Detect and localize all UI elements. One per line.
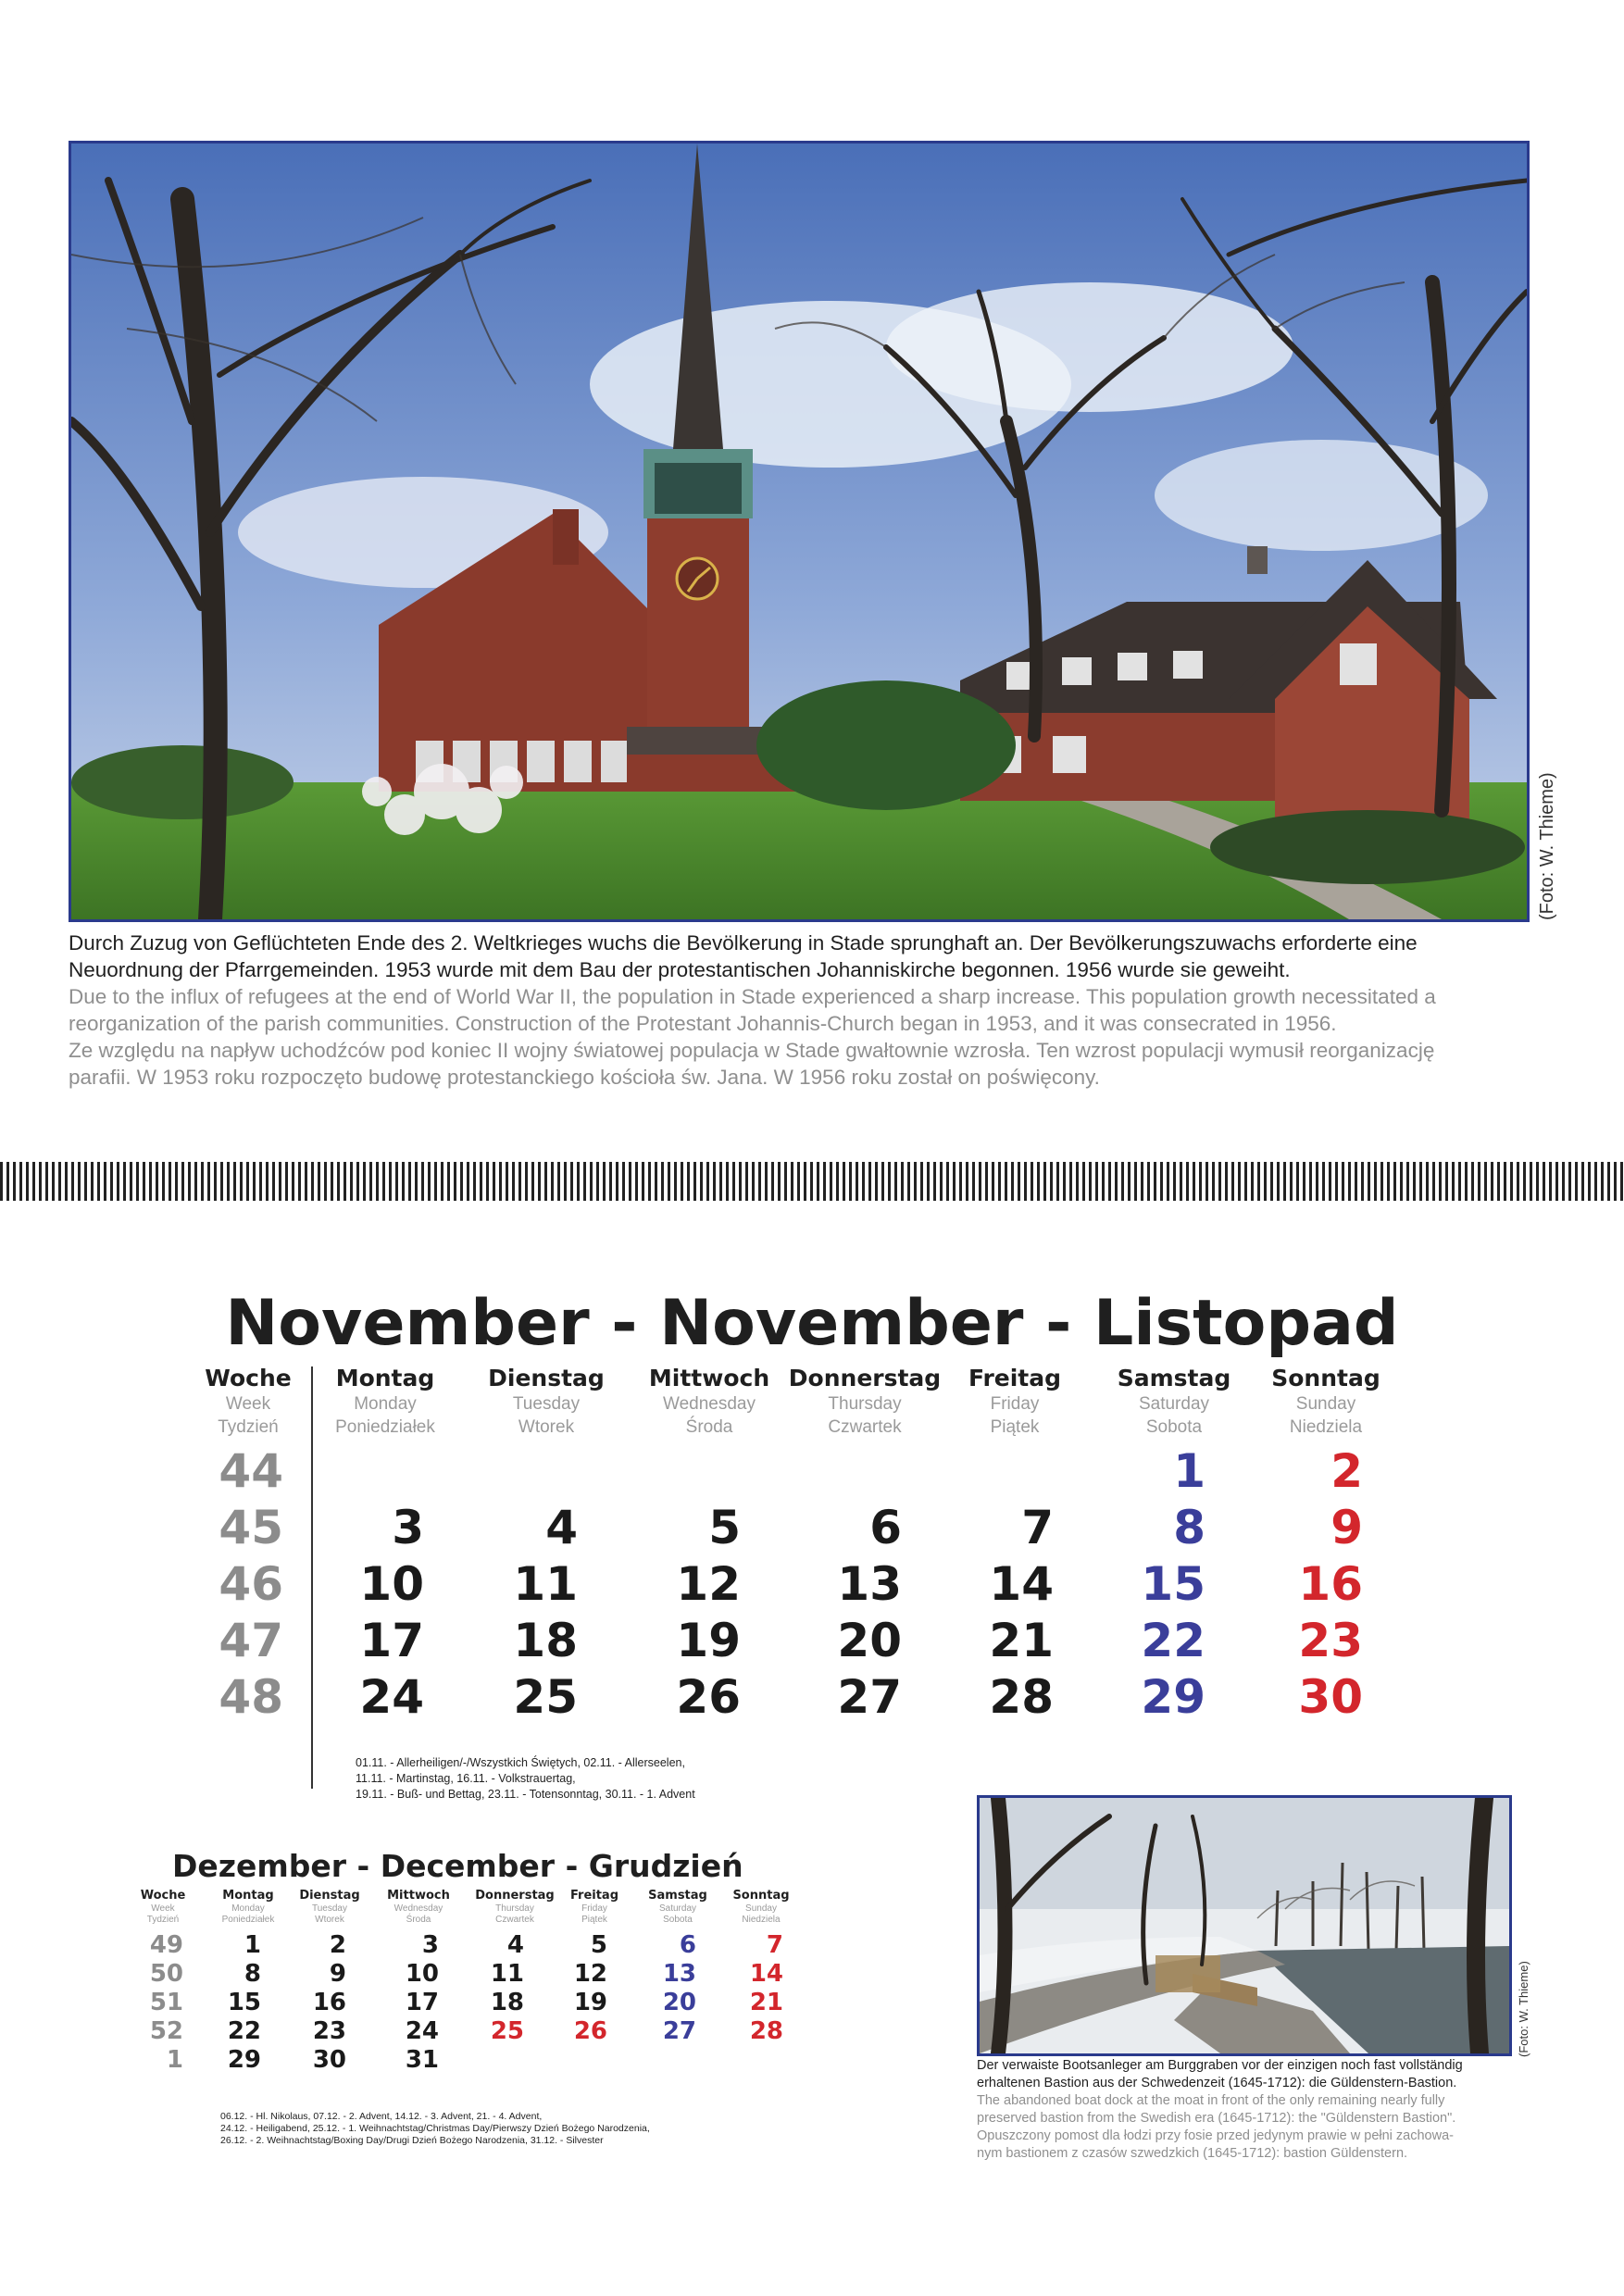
week-number: 49 (149, 1931, 183, 1959)
day-name-polish: Wtorek (518, 1417, 575, 1437)
day-number: 7 (766, 1931, 783, 1959)
day-name-polish: Poniedziałek (221, 1915, 275, 1925)
day-name-polish: Sobota (1145, 1417, 1203, 1437)
day-name-german: Woche (205, 1365, 292, 1391)
week-number: 46 (219, 1557, 283, 1611)
week-number: 1 (166, 2046, 183, 2074)
day-number: 23 (1298, 1614, 1363, 1667)
day-number: 25 (513, 1670, 578, 1724)
bottom-caption-english-line-2: preserved bastion from the Swedish era (1645-1712): the "Güldenstern Bastion". (977, 2111, 1456, 2126)
caption-english-line-2: reorganization of the parish communities. Construction of the Protestant Johannis-Church began in 1953, and it was consecrated in 1956. (69, 1012, 1337, 1035)
day-number: 8 (244, 1960, 261, 1988)
day-number: 29 (227, 2046, 261, 2074)
december-note-line: 24.12. - Heiligabend, 25.12. - 1. Weihnachtstag/Christmas Day/Pierwszy Dzień Bożego Narodzenia, (220, 2123, 650, 2134)
week-number: 47 (219, 1614, 283, 1667)
day-number: 20 (662, 1989, 696, 2016)
day-name-polish: Sobota (663, 1915, 693, 1925)
day-name-english: Saturday (658, 1903, 697, 1914)
day-name-german: Woche (140, 1889, 186, 1903)
church-photo (69, 141, 1530, 922)
day-number: 13 (662, 1960, 696, 1988)
day-number: 31 (405, 2046, 439, 2074)
day-number: 29 (1141, 1670, 1206, 1724)
day-name-german: Mittwoch (387, 1889, 450, 1903)
day-name-english: Week (151, 1903, 175, 1914)
day-number: 17 (405, 1989, 439, 2016)
day-name-german: Sonntag (1271, 1365, 1380, 1391)
bottom-caption-english-line-1: The abandoned boat dock at the moat in front of the only remaining nearly fully (977, 2093, 1445, 2108)
day-name-german: Freitag (968, 1365, 1062, 1391)
bottom-caption-german-line-1: Der verwaiste Bootsanleger am Burggraben vor der einzigen noch fast vollständig (977, 2058, 1463, 2073)
day-header (931, 1365, 1098, 1439)
day-name-polish: Niedziela (742, 1915, 781, 1925)
november-note-line: 19.11. - Buß- und Bettag, 23.11. - Totensonntag, 30.11. - 1. Advent (356, 1788, 695, 1801)
day-name-german: Samstag (1117, 1365, 1231, 1391)
day-name-english: Monday (231, 1903, 265, 1914)
day-name-english: Sunday (1295, 1394, 1356, 1414)
day-number: 19 (676, 1614, 741, 1667)
day-number: 26 (573, 2017, 607, 2045)
day-name-english: Thursday (495, 1903, 534, 1914)
week-number: 52 (149, 2017, 183, 2045)
bottom-photo-credit: (Foto: W. Thieme) (1517, 1961, 1530, 2057)
day-name-english: Tuesday (312, 1903, 347, 1914)
day-number: 9 (329, 1960, 346, 1988)
week-number: 48 (219, 1670, 283, 1724)
day-number: 10 (359, 1557, 424, 1611)
caption-german-line-2: Neuordnung der Pfarrgemeinden. 1953 wurde mit dem Bau der protestantischen Johanniskirche begonnen. 1956 wurde sie geweiht. (69, 958, 1291, 981)
day-number: 22 (227, 2017, 261, 2045)
day-header (302, 1365, 468, 1439)
day-name-german: Mittwoch (648, 1365, 770, 1391)
day-name-english: Friday (581, 1903, 607, 1914)
day-header (678, 1889, 844, 1926)
day-number: 3 (392, 1501, 424, 1554)
day-name-english: Friday (990, 1394, 1040, 1414)
day-number: 23 (312, 2017, 346, 2045)
day-number: 6 (869, 1501, 902, 1554)
day-name-english: Sunday (745, 1903, 777, 1914)
day-number: 27 (662, 2017, 696, 2045)
photo-caption (69, 930, 1550, 1091)
day-number: 16 (312, 1989, 346, 2016)
day-number: 4 (545, 1501, 578, 1554)
day-name-german: Freitag (569, 1889, 619, 1903)
day-name-polish: Tydzień (146, 1915, 180, 1925)
day-name-german: Samstag (648, 1889, 707, 1903)
day-name-polish: Wtorek (315, 1915, 344, 1925)
bottom-caption-polish-line-2: nym bastionem z czasów szwedzkich (1645-1712): bastion Güldenstern. (977, 2146, 1408, 2161)
day-name-english: Wednesday (394, 1903, 443, 1914)
day-number: 5 (708, 1501, 741, 1554)
day-name-german: Donnerstag (788, 1365, 942, 1391)
day-number: 14 (749, 1960, 783, 1988)
day-number: 25 (490, 2017, 524, 2045)
day-number: 11 (513, 1557, 578, 1611)
day-number: 11 (490, 1960, 524, 1988)
day-number: 6 (679, 1931, 696, 1959)
day-name-english: Week (225, 1394, 271, 1414)
bottom-photo-caption (977, 2057, 1514, 2163)
day-name-english: Thursday (828, 1394, 902, 1414)
day-number: 10 (405, 1960, 439, 1988)
week-number: 51 (149, 1989, 183, 2016)
day-name-english: Monday (354, 1394, 417, 1414)
day-number: 28 (749, 2017, 783, 2045)
day-name-german: Sonntag (732, 1889, 790, 1903)
moat-photo (977, 1795, 1512, 2056)
day-name-polish: Piątek (990, 1417, 1040, 1437)
day-number: 1 (1173, 1444, 1206, 1498)
week-number: 50 (149, 1960, 183, 1988)
day-header (626, 1365, 793, 1439)
day-name-german: Montag (335, 1365, 435, 1391)
day-number: 20 (837, 1614, 902, 1667)
day-number: 18 (490, 1989, 524, 2016)
day-header (781, 1365, 948, 1439)
bottom-caption-german-line-2: erhaltenen Bastion aus der Schwedenzeit (1645-1712): die Güldenstern-Bastion. (977, 2076, 1457, 2090)
day-number: 15 (1141, 1557, 1206, 1611)
day-number: 1 (244, 1931, 261, 1959)
day-name-polish: Środa (406, 1915, 431, 1925)
day-header (463, 1365, 630, 1439)
day-name-polish: Piątek (581, 1915, 607, 1925)
december-note-line: 26.12. - 2. Weihnachtstag/Boxing Day/Drugi Dzień Bożego Narodzenia, 31.12. - Silvester (220, 2135, 604, 2146)
december-title: Dezember - December - Grudzień (172, 1848, 743, 1884)
day-number: 30 (1298, 1670, 1363, 1724)
day-name-polish: Czwartek (495, 1915, 534, 1925)
week-number: 45 (219, 1501, 283, 1554)
day-name-english: Saturday (1138, 1394, 1210, 1414)
bottom-caption-polish-line-1: Opuszczony pomost dla łodzi przy fosie przed jedynym prawie w pełni zachowa- (977, 2128, 1454, 2143)
day-number: 24 (405, 2017, 439, 2045)
december-holiday-notes (220, 2111, 650, 2147)
november-title: November - November - Listopad (225, 1287, 1399, 1360)
day-number: 14 (989, 1557, 1054, 1611)
day-name-english: Tuesday (512, 1394, 581, 1414)
day-number: 24 (359, 1670, 424, 1724)
november-note-line: 01.11. - Allerheiligen/-/Wszystkich Świętych, 02.11. - Allerseelen, (356, 1756, 685, 1769)
day-number: 4 (506, 1931, 524, 1959)
day-number: 12 (573, 1960, 607, 1988)
day-number: 2 (1330, 1444, 1363, 1498)
day-number: 18 (513, 1614, 578, 1667)
day-number: 19 (573, 1989, 607, 2016)
caption-polish-line-2: parafii. W 1953 roku rozpoczęto budowę protestanckiego kościoła św. Jana. W 1956 roku został on poświęcony. (69, 1066, 1100, 1089)
november-holiday-notes (356, 1755, 695, 1803)
day-number: 9 (1330, 1501, 1363, 1554)
day-number: 8 (1173, 1501, 1206, 1554)
day-name-german: Dienstag (488, 1365, 605, 1391)
day-number: 21 (989, 1614, 1054, 1667)
day-number: 26 (676, 1670, 741, 1724)
photo-credit: (Foto: W. Thieme) (1537, 772, 1557, 920)
day-name-english: Wednesday (663, 1394, 756, 1414)
moat-photo-illustration (980, 1798, 1509, 2053)
day-number: 13 (837, 1557, 902, 1611)
day-name-polish: Niedziela (1289, 1417, 1363, 1437)
day-name-polish: Tydzień (218, 1417, 279, 1437)
day-header (1243, 1365, 1409, 1439)
day-number: 3 (421, 1931, 439, 1959)
day-name-german: Donnerstag (475, 1889, 555, 1903)
day-number: 21 (749, 1989, 783, 2016)
november-note-line: 11.11. - Martinstag, 16.11. - Volkstrauertag, (356, 1772, 576, 1785)
day-number: 12 (676, 1557, 741, 1611)
day-number: 22 (1141, 1614, 1206, 1667)
day-number: 27 (837, 1670, 902, 1724)
december-note-line: 06.12. - Hl. Nikolaus, 07.12. - 2. Advent, 14.12. - 3. Advent, 21. - 4. Advent, (220, 2111, 543, 2122)
day-name-polish: Środa (685, 1417, 733, 1437)
day-number: 5 (590, 1931, 607, 1959)
day-number: 7 (1021, 1501, 1054, 1554)
week-number: 44 (219, 1444, 283, 1498)
day-number: 16 (1298, 1557, 1363, 1611)
barcode-separator (0, 1162, 1624, 1201)
caption-german-line-1: Durch Zuzug von Geflüchteten Ende des 2. Weltkrieges wuchs die Bevölkerung in Stade sprunghaft an. Der Bevölkerungszuwachs erforderte eine (69, 931, 1418, 955)
caption-polish-line-1: Ze względu na napływ uchodźców pod koniec II wojny światowej populacja w Stade gwałtownie wzrosła. Ten wzrost populacji wymusił reorganizację (69, 1039, 1435, 1062)
day-name-polish: Poniedziałek (335, 1417, 435, 1437)
day-header (1091, 1365, 1257, 1439)
day-number: 15 (227, 1989, 261, 2016)
church-photo-illustration (71, 144, 1527, 919)
day-name-polish: Czwartek (828, 1417, 902, 1437)
day-number: 2 (329, 1931, 346, 1959)
day-name-german: Dienstag (299, 1889, 360, 1903)
day-number: 30 (312, 2046, 346, 2074)
caption-english-line-1: Due to the influx of refugees at the end of World War II, the population in Stade experienced a sharp increase. This population growth necessitated a (69, 985, 1436, 1008)
day-number: 17 (359, 1614, 424, 1667)
day-name-german: Montag (222, 1889, 274, 1903)
day-number: 28 (989, 1670, 1054, 1724)
